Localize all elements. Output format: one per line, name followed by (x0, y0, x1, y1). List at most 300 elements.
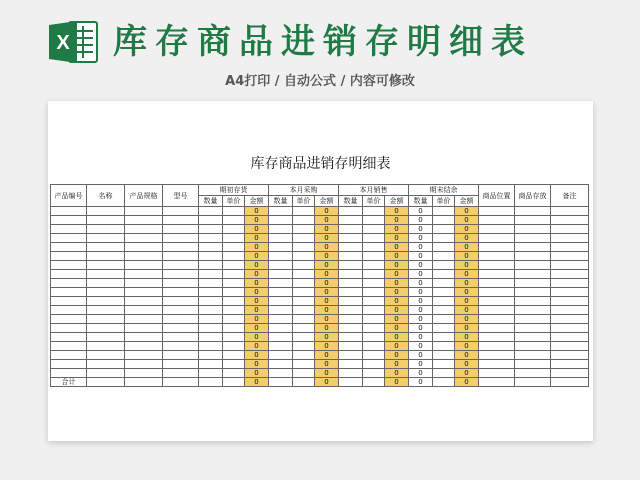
table-cell[interactable] (551, 207, 589, 216)
table-cell[interactable]: 0 (315, 207, 339, 216)
table-cell[interactable] (551, 378, 589, 387)
table-cell[interactable] (515, 342, 551, 351)
table-cell[interactable] (87, 288, 125, 297)
table-cell[interactable] (199, 270, 223, 279)
table-cell[interactable] (223, 225, 245, 234)
table-cell[interactable] (269, 234, 293, 243)
table-cell[interactable] (125, 324, 163, 333)
table-cell[interactable] (223, 270, 245, 279)
table-cell[interactable] (199, 369, 223, 378)
table-cell[interactable] (433, 216, 455, 225)
table-cell[interactable] (339, 360, 363, 369)
table-cell[interactable] (269, 252, 293, 261)
table-cell[interactable] (551, 297, 589, 306)
table-cell[interactable] (87, 297, 125, 306)
table-cell[interactable] (223, 360, 245, 369)
group-header[interactable]: 本月销售 (339, 185, 409, 196)
table-cell[interactable] (363, 216, 385, 225)
table-cell[interactable] (479, 360, 515, 369)
table-cell[interactable] (223, 243, 245, 252)
table-cell[interactable] (293, 207, 315, 216)
table-cell[interactable]: 0 (315, 252, 339, 261)
table-cell[interactable] (293, 306, 315, 315)
table-cell[interactable] (479, 225, 515, 234)
table-cell[interactable] (223, 207, 245, 216)
table-cell[interactable]: 0 (245, 342, 269, 351)
table-cell[interactable] (363, 351, 385, 360)
sub-header[interactable]: 单价 (223, 196, 245, 207)
table-cell[interactable]: 0 (315, 243, 339, 252)
table-cell[interactable] (363, 261, 385, 270)
table-cell[interactable]: 0 (315, 297, 339, 306)
table-cell[interactable] (293, 216, 315, 225)
table-cell[interactable] (269, 216, 293, 225)
table-cell[interactable]: 0 (245, 369, 269, 378)
table-cell[interactable] (515, 369, 551, 378)
table-cell[interactable] (51, 270, 87, 279)
group-header[interactable]: 期初存货 (199, 185, 269, 196)
table-cell[interactable] (433, 378, 455, 387)
table-cell[interactable] (433, 351, 455, 360)
table-cell[interactable] (339, 261, 363, 270)
table-cell[interactable] (163, 342, 199, 351)
table-cell[interactable]: 0 (409, 342, 433, 351)
table-cell[interactable] (551, 324, 589, 333)
table-cell[interactable] (339, 252, 363, 261)
table-cell[interactable]: 0 (315, 288, 339, 297)
table-cell[interactable] (363, 306, 385, 315)
table-cell[interactable] (163, 234, 199, 243)
table-cell[interactable] (223, 315, 245, 324)
table-cell[interactable] (51, 297, 87, 306)
table-cell[interactable] (223, 261, 245, 270)
table-cell[interactable] (269, 324, 293, 333)
table-cell[interactable] (293, 270, 315, 279)
table-cell[interactable]: 0 (385, 261, 409, 270)
table-cell[interactable]: 0 (315, 360, 339, 369)
table-cell[interactable]: 0 (315, 351, 339, 360)
table-cell[interactable] (433, 315, 455, 324)
table-cell[interactable] (87, 369, 125, 378)
table-cell[interactable] (223, 306, 245, 315)
table-cell[interactable] (125, 378, 163, 387)
table-cell[interactable] (223, 369, 245, 378)
table-cell[interactable] (163, 333, 199, 342)
table-cell[interactable]: 0 (315, 270, 339, 279)
table-cell[interactable] (269, 351, 293, 360)
sub-header[interactable]: 数量 (409, 196, 433, 207)
table-cell[interactable]: 0 (385, 252, 409, 261)
table-cell[interactable] (199, 324, 223, 333)
table-cell[interactable] (479, 234, 515, 243)
table-cell[interactable] (223, 216, 245, 225)
table-cell[interactable] (125, 360, 163, 369)
table-cell[interactable] (515, 243, 551, 252)
table-cell[interactable] (363, 252, 385, 261)
table-cell[interactable] (515, 297, 551, 306)
table-cell[interactable] (87, 270, 125, 279)
table-cell[interactable]: 0 (385, 288, 409, 297)
table-cell[interactable] (363, 342, 385, 351)
table-cell[interactable]: 0 (385, 279, 409, 288)
table-cell[interactable] (199, 360, 223, 369)
table-cell[interactable] (125, 306, 163, 315)
table-cell[interactable] (293, 342, 315, 351)
table-cell[interactable] (339, 378, 363, 387)
table-cell[interactable]: 0 (455, 279, 479, 288)
table-cell[interactable]: 0 (315, 315, 339, 324)
table-cell[interactable]: 0 (385, 315, 409, 324)
table-cell[interactable]: 0 (409, 270, 433, 279)
table-cell[interactable]: 0 (455, 315, 479, 324)
table-cell[interactable]: 0 (455, 297, 479, 306)
table-cell[interactable] (479, 207, 515, 216)
table-cell[interactable] (51, 315, 87, 324)
table-cell[interactable] (223, 288, 245, 297)
table-cell[interactable] (199, 225, 223, 234)
table-cell[interactable]: 0 (245, 279, 269, 288)
table-cell[interactable] (223, 342, 245, 351)
table-cell[interactable] (363, 324, 385, 333)
table-cell[interactable] (515, 324, 551, 333)
table-cell[interactable]: 0 (455, 225, 479, 234)
column-header[interactable]: 商品位置 (479, 185, 515, 207)
table-cell[interactable] (199, 288, 223, 297)
table-cell[interactable]: 0 (385, 324, 409, 333)
table-cell[interactable]: 0 (385, 234, 409, 243)
table-cell[interactable] (479, 288, 515, 297)
table-cell[interactable] (293, 279, 315, 288)
table-cell[interactable] (51, 216, 87, 225)
table-cell[interactable] (51, 351, 87, 360)
table-cell[interactable] (199, 243, 223, 252)
table-cell[interactable] (433, 360, 455, 369)
table-cell[interactable] (223, 324, 245, 333)
table-cell[interactable]: 0 (245, 234, 269, 243)
table-cell[interactable]: 0 (245, 252, 269, 261)
table-cell[interactable]: 0 (385, 216, 409, 225)
table-cell[interactable] (551, 270, 589, 279)
column-header[interactable]: 产品编号 (51, 185, 87, 207)
table-cell[interactable] (339, 225, 363, 234)
table-cell[interactable] (163, 207, 199, 216)
table-cell[interactable]: 0 (245, 297, 269, 306)
table-cell[interactable] (551, 342, 589, 351)
table-cell[interactable] (479, 378, 515, 387)
table-cell[interactable] (551, 261, 589, 270)
table-cell[interactable]: 0 (385, 342, 409, 351)
table-cell[interactable]: 0 (409, 252, 433, 261)
table-cell[interactable]: 0 (245, 360, 269, 369)
table-cell[interactable] (515, 234, 551, 243)
table-cell[interactable]: 0 (245, 351, 269, 360)
table-cell[interactable]: 0 (409, 333, 433, 342)
table-cell[interactable]: 0 (245, 216, 269, 225)
table-cell[interactable] (125, 279, 163, 288)
table-cell[interactable] (363, 360, 385, 369)
table-cell[interactable]: 0 (385, 369, 409, 378)
table-cell[interactable] (269, 360, 293, 369)
table-cell[interactable] (125, 234, 163, 243)
table-cell[interactable]: 0 (455, 243, 479, 252)
table-cell[interactable] (87, 225, 125, 234)
sub-header[interactable]: 金额 (385, 196, 409, 207)
table-cell[interactable] (269, 261, 293, 270)
table-cell[interactable]: 0 (385, 270, 409, 279)
table-cell[interactable] (479, 243, 515, 252)
table-cell[interactable]: 0 (315, 225, 339, 234)
table-cell[interactable] (515, 315, 551, 324)
table-cell[interactable]: 0 (315, 342, 339, 351)
table-cell[interactable] (293, 360, 315, 369)
table-cell[interactable] (199, 252, 223, 261)
table-cell[interactable] (87, 306, 125, 315)
table-cell[interactable] (125, 216, 163, 225)
table-cell[interactable] (339, 288, 363, 297)
table-cell[interactable] (163, 360, 199, 369)
table-cell[interactable] (339, 216, 363, 225)
table-cell[interactable]: 0 (245, 315, 269, 324)
table-cell[interactable] (125, 342, 163, 351)
table-cell[interactable] (433, 342, 455, 351)
table-cell[interactable] (125, 351, 163, 360)
table-cell[interactable] (363, 378, 385, 387)
table-cell[interactable]: 0 (409, 360, 433, 369)
table-cell[interactable] (363, 297, 385, 306)
table-cell[interactable]: 0 (455, 306, 479, 315)
table-cell[interactable]: 0 (455, 252, 479, 261)
table-cell[interactable] (87, 351, 125, 360)
table-cell[interactable] (479, 315, 515, 324)
table-cell[interactable] (199, 342, 223, 351)
table-cell[interactable] (515, 360, 551, 369)
table-cell[interactable]: 0 (409, 306, 433, 315)
table-cell[interactable]: 0 (409, 351, 433, 360)
table-cell[interactable] (87, 378, 125, 387)
table-cell[interactable]: 0 (455, 261, 479, 270)
table-cell[interactable]: 0 (245, 333, 269, 342)
table-cell[interactable] (515, 288, 551, 297)
table-cell[interactable]: 0 (245, 306, 269, 315)
table-cell[interactable] (479, 333, 515, 342)
table-cell[interactable] (433, 261, 455, 270)
table-cell[interactable] (223, 378, 245, 387)
table-cell[interactable] (433, 369, 455, 378)
table-cell[interactable] (51, 342, 87, 351)
sub-header[interactable]: 数量 (339, 196, 363, 207)
table-cell[interactable] (515, 279, 551, 288)
table-cell[interactable]: 0 (455, 360, 479, 369)
table-cell[interactable] (551, 225, 589, 234)
table-cell[interactable] (479, 252, 515, 261)
table-cell[interactable] (515, 207, 551, 216)
table-cell[interactable]: 0 (315, 324, 339, 333)
table-cell[interactable] (87, 333, 125, 342)
table-cell[interactable] (269, 243, 293, 252)
table-cell[interactable]: 0 (385, 243, 409, 252)
table-cell[interactable] (515, 351, 551, 360)
table-cell[interactable] (363, 225, 385, 234)
table-cell[interactable] (199, 378, 223, 387)
table-cell[interactable] (433, 225, 455, 234)
table-cell[interactable] (125, 288, 163, 297)
table-cell[interactable]: 0 (315, 279, 339, 288)
table-cell[interactable]: 0 (409, 207, 433, 216)
table-cell[interactable]: 0 (455, 369, 479, 378)
table-cell[interactable] (199, 234, 223, 243)
table-cell[interactable] (51, 225, 87, 234)
table-cell[interactable] (433, 324, 455, 333)
table-cell[interactable] (87, 243, 125, 252)
table-cell[interactable] (515, 261, 551, 270)
table-cell[interactable] (163, 270, 199, 279)
table-cell[interactable] (339, 270, 363, 279)
table-cell[interactable]: 0 (315, 378, 339, 387)
table-cell[interactable] (433, 288, 455, 297)
table-cell[interactable] (163, 288, 199, 297)
table-cell[interactable] (199, 279, 223, 288)
group-header[interactable]: 本月采购 (269, 185, 339, 196)
table-cell[interactable] (339, 351, 363, 360)
table-cell[interactable] (199, 306, 223, 315)
table-cell[interactable] (363, 279, 385, 288)
table-cell[interactable] (363, 369, 385, 378)
table-cell[interactable] (515, 378, 551, 387)
table-cell[interactable] (433, 270, 455, 279)
table-cell[interactable]: 0 (455, 378, 479, 387)
table-cell[interactable]: 0 (385, 306, 409, 315)
table-cell[interactable] (433, 297, 455, 306)
table-cell[interactable] (163, 279, 199, 288)
column-header[interactable]: 产品规格 (125, 185, 163, 207)
table-cell[interactable] (87, 252, 125, 261)
table-cell[interactable]: 0 (385, 360, 409, 369)
table-cell[interactable]: 0 (409, 378, 433, 387)
table-cell[interactable] (199, 207, 223, 216)
table-cell[interactable] (269, 306, 293, 315)
table-cell[interactable] (163, 351, 199, 360)
sub-header[interactable]: 金额 (455, 196, 479, 207)
table-cell[interactable] (293, 378, 315, 387)
table-cell[interactable] (51, 306, 87, 315)
table-cell[interactable]: 0 (409, 234, 433, 243)
table-cell[interactable] (125, 261, 163, 270)
table-cell[interactable] (433, 279, 455, 288)
table-cell[interactable] (269, 270, 293, 279)
table-cell[interactable] (163, 252, 199, 261)
table-cell[interactable] (515, 270, 551, 279)
table-cell[interactable] (551, 216, 589, 225)
sub-header[interactable]: 数量 (199, 196, 223, 207)
table-cell[interactable]: 0 (245, 207, 269, 216)
table-cell[interactable] (269, 333, 293, 342)
table-cell[interactable] (339, 315, 363, 324)
table-cell[interactable] (125, 270, 163, 279)
table-cell[interactable] (479, 216, 515, 225)
table-cell[interactable] (269, 288, 293, 297)
table-cell[interactable] (199, 261, 223, 270)
table-cell[interactable] (269, 315, 293, 324)
column-header[interactable]: 名称 (87, 185, 125, 207)
table-cell[interactable]: 0 (409, 243, 433, 252)
table-cell[interactable] (433, 252, 455, 261)
table-cell[interactable] (551, 360, 589, 369)
table-cell[interactable] (269, 378, 293, 387)
table-cell[interactable] (551, 234, 589, 243)
table-cell[interactable] (433, 243, 455, 252)
table-cell[interactable]: 0 (385, 378, 409, 387)
table-cell[interactable] (87, 261, 125, 270)
table-cell[interactable] (515, 252, 551, 261)
table-cell[interactable]: 0 (409, 324, 433, 333)
table-cell[interactable] (223, 333, 245, 342)
table-cell[interactable] (363, 243, 385, 252)
table-cell[interactable] (479, 297, 515, 306)
table-cell[interactable] (551, 351, 589, 360)
table-cell[interactable] (125, 369, 163, 378)
table-cell[interactable] (479, 261, 515, 270)
table-cell[interactable] (51, 333, 87, 342)
table-cell[interactable]: 0 (385, 207, 409, 216)
table-cell[interactable] (199, 216, 223, 225)
table-cell[interactable]: 0 (245, 243, 269, 252)
table-cell[interactable] (433, 333, 455, 342)
table-cell[interactable] (163, 306, 199, 315)
table-cell[interactable] (163, 225, 199, 234)
table-cell[interactable] (293, 261, 315, 270)
table-cell[interactable] (125, 333, 163, 342)
table-cell[interactable] (293, 225, 315, 234)
table-cell[interactable] (223, 279, 245, 288)
table-cell[interactable] (163, 369, 199, 378)
table-cell[interactable]: 0 (245, 324, 269, 333)
table-cell[interactable]: 0 (385, 297, 409, 306)
table-cell[interactable] (479, 279, 515, 288)
table-cell[interactable] (433, 234, 455, 243)
table-cell[interactable]: 0 (245, 288, 269, 297)
table-cell[interactable] (269, 207, 293, 216)
table-cell[interactable] (551, 315, 589, 324)
table-cell[interactable] (479, 369, 515, 378)
table-cell[interactable] (363, 333, 385, 342)
table-cell[interactable] (223, 351, 245, 360)
table-cell[interactable] (269, 297, 293, 306)
table-cell[interactable]: 0 (455, 234, 479, 243)
table-cell[interactable] (51, 288, 87, 297)
table-cell[interactable]: 0 (455, 216, 479, 225)
table-cell[interactable] (293, 234, 315, 243)
table-cell[interactable] (163, 378, 199, 387)
column-header[interactable]: 型号 (163, 185, 199, 207)
table-cell[interactable] (293, 252, 315, 261)
table-cell[interactable] (87, 216, 125, 225)
table-cell[interactable] (199, 315, 223, 324)
table-cell[interactable] (163, 216, 199, 225)
table-cell[interactable] (125, 297, 163, 306)
table-cell[interactable]: 0 (315, 369, 339, 378)
table-cell[interactable] (199, 351, 223, 360)
table-cell[interactable] (363, 234, 385, 243)
column-header[interactable]: 备注 (551, 185, 589, 207)
table-cell[interactable] (223, 297, 245, 306)
table-cell[interactable] (339, 342, 363, 351)
table-cell[interactable] (433, 306, 455, 315)
table-cell[interactable] (163, 261, 199, 270)
table-cell[interactable]: 0 (385, 333, 409, 342)
table-cell[interactable] (199, 297, 223, 306)
table-cell[interactable] (339, 297, 363, 306)
table-cell[interactable] (51, 261, 87, 270)
